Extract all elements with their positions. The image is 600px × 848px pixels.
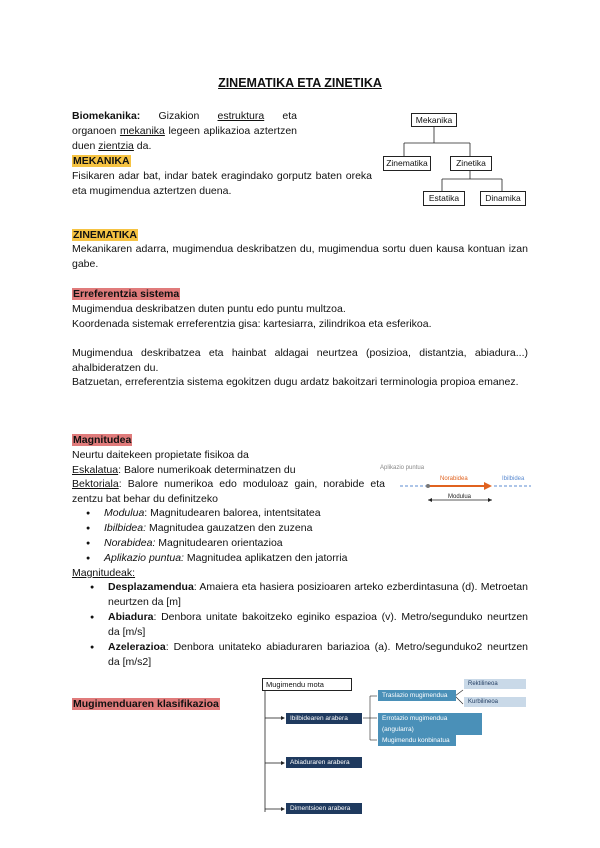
- tree-node-mekanika: Mekanika: [411, 113, 457, 127]
- klasifikazioa-traslazio: Traslazio mugimendua: [378, 690, 456, 701]
- klasifikazioa-konbinatua: Mugimendu konbinatua: [378, 735, 456, 746]
- list-item: ● Azelerazioa: Denbora unitateko abiaduraren bariazioa (a). Metro/segunduko2 neurtzen da [m/s2]: [86, 640, 528, 670]
- biomekanika-label: Biomekanika:: [72, 110, 141, 122]
- klasifikazioa-abiadura: Abiaduraren arabera: [286, 757, 362, 768]
- klasifikazioa-heading: Mugimenduaren klasifikazioa: [73, 698, 219, 710]
- klasifikazioa-ibilbidea: Ibilbidearen arabera: [286, 713, 362, 724]
- erreferentzia-line2: Koordenada sistemak erreferentzia gisa: kartesiarra, zilindrikoa eta esferikoa.: [72, 318, 432, 330]
- magnitudea-heading: Magnitudea: [73, 434, 132, 446]
- bektoriala-line: Bektoriala: Balore numerikoa edo moduloaz gain, norabide eta zentzu bat behar du definitzeko: [72, 478, 385, 505]
- magnitudea-line1: Neurtu daitekeen propietate fisikoa da: [72, 449, 249, 461]
- list-item: ● Norabidea: Magnitudearen orientazioa: [82, 536, 382, 551]
- list-item: ● Abiadura: Denbora unitate bakoitzeko eginiko espazioa (v). Metro/segunduko neurtzen da [m/s]: [86, 610, 528, 640]
- klasifikazioa-root: Mugimendu mota: [262, 678, 352, 691]
- mekanika-text: Fisikaren adar bat, indar batek eragindako gorputz baten oreka eta mugimendua aztertzen duena.: [72, 170, 372, 197]
- vector-ibilbidea-label: Ibilbidea: [502, 476, 525, 482]
- vector-modulua-label: Modulua: [448, 494, 472, 500]
- erreferentzia-line1: Mugimendua deskribatzen duten puntu edo puntu multzoa.: [72, 303, 346, 315]
- list-item: ● Ibilbidea: Magnitudea gauzatzen den zuzena: [82, 521, 382, 536]
- klasifikazioa-kurbilineoa: Kurbilineoa: [464, 697, 526, 707]
- erreferentzia-para3: Batzuetan, erreferentzia sistema egokitzen dugu ardatz bakoitzari terminologia propioa emanez.: [72, 376, 519, 388]
- list-item: ● Aplikazio puntua: Magnitudea aplikatzen den jatorria: [82, 551, 382, 566]
- list-item: ● Desplazamendua: Amaiera eta hasiera posizioaren arteko ezberdintasuna (d). Metroetan neurtzen da [m]: [86, 580, 528, 610]
- mekanika-heading: MEKANIKA: [73, 155, 130, 167]
- zinematika-heading: ZINEMATIKA: [73, 229, 137, 241]
- tree-node-dinamika: Dinamika: [480, 191, 526, 206]
- tree-node-estatika: Estatika: [423, 191, 465, 206]
- tree-node-zinematika: Zinematika: [383, 156, 431, 171]
- eskalatua-line: Eskalatua: Balore numerikoak determinatzen du: [72, 464, 296, 476]
- klasifikazioa-errotazio: Errotazio mugimendua (angularra): [378, 713, 482, 735]
- klasifikazioa-rektilineoa: Rektilineoa: [464, 679, 526, 689]
- page-title: ZINEMATIKA ETA ZINETIKA: [218, 76, 382, 90]
- magnitudeak-bullet-list: [86, 580, 528, 670]
- zinematika-text: Mekanikaren adarra, mugimendua deskribatzen du, mugimendua sortu duen kausa kontuan izan gabe.: [72, 243, 528, 270]
- erreferentzia-para2: Mugimendua deskribatzea eta hainbat aldagai neurtzea (posizioa, distantzia, abiadura...) ahalbideratzen du.: [72, 347, 528, 374]
- tree-node-zinetika: Zinetika: [450, 156, 492, 171]
- vector-aplikazio-label: Aplikazio puntua: [380, 465, 425, 471]
- klasifikazioa-dimentsioak: Dimentsioen arabera: [286, 803, 362, 814]
- biomekanika-paragraph: Biomekanika: Gizakion estruktura eta organoen mekanika legeen aplikazioa aztertzen duen zientzia da.: [72, 110, 298, 152]
- magnitudea-bullet-list: [82, 506, 382, 566]
- list-item: ● Modulua: Magnitudearen balorea, intentsitatea: [82, 506, 382, 521]
- vector-norabidea-label: Norabidea: [440, 476, 468, 482]
- magnitudeak-label: Magnitudeak:: [72, 567, 136, 579]
- erreferentzia-heading: Erreferentzia sistema: [73, 288, 180, 300]
